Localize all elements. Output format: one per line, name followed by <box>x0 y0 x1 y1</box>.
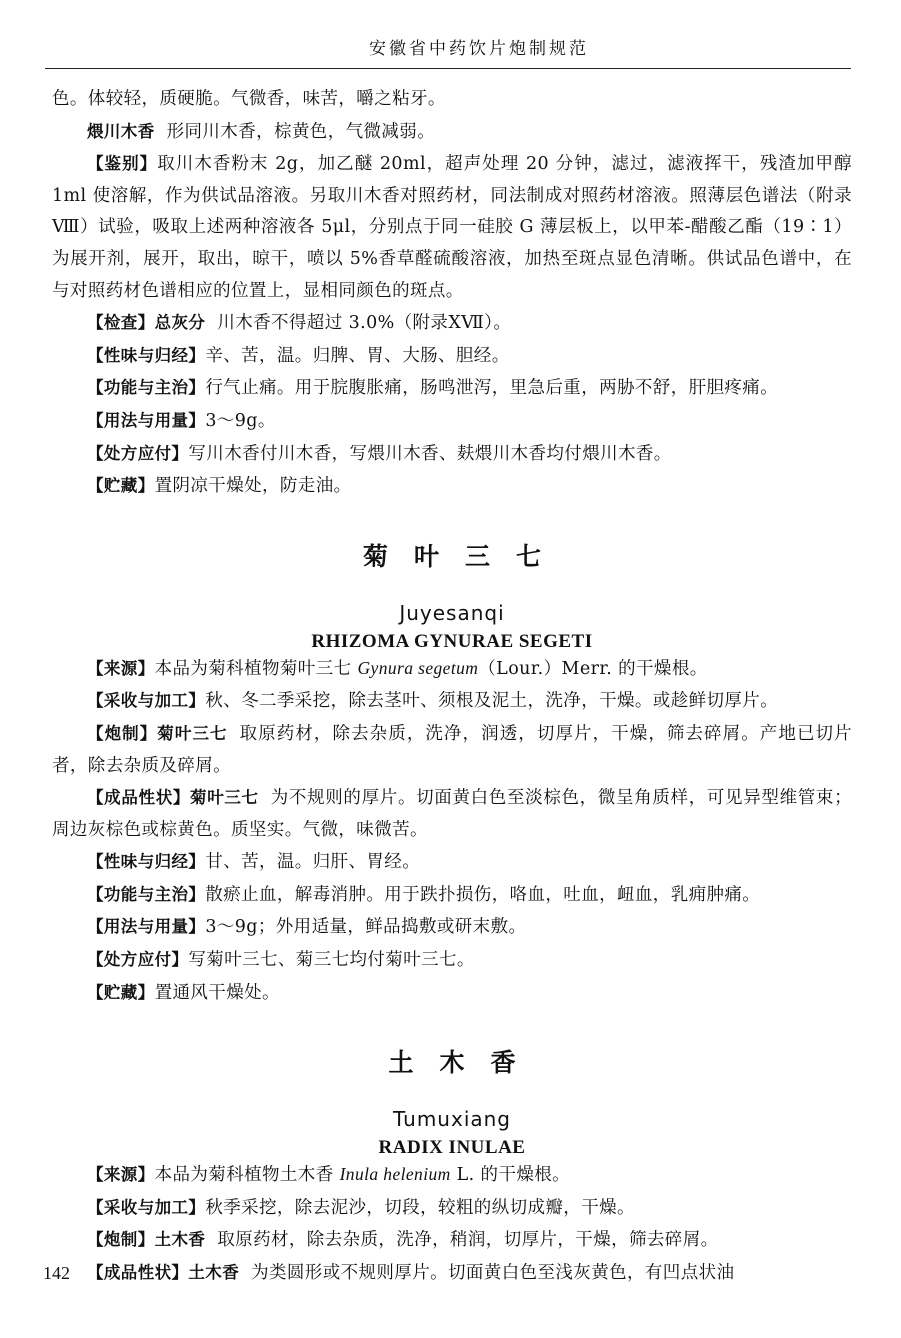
paragraph-nature-meridian <box>52 846 852 879</box>
entry-text: 行气止痛。用于脘腹胀痛，肠鸣泄泻，里急后重，两胁不舒，肝胆疼痛。 <box>205 378 779 399</box>
entry-label: 【炮制】土木香 <box>87 1230 206 1250</box>
monograph-title: 菊叶三七 <box>362 541 567 571</box>
entry-label: 【贮藏】 <box>87 476 155 496</box>
entry-label: 【采收与加工】 <box>87 1197 206 1217</box>
paragraph-processing <box>52 718 852 782</box>
paragraph-dosage <box>52 405 852 438</box>
entry-label: 【成品性状】土木香 <box>87 1263 240 1283</box>
entry-text: 形同川木香，棕黄色，气微减弱。 <box>166 121 436 142</box>
entry-label: 【处方应付】 <box>87 443 189 463</box>
entry-label: 【功能与主治】 <box>87 884 206 904</box>
species-name: Gynura segetum <box>357 657 479 678</box>
entry-text: 写菊叶三七、菊三七均付菊叶三七。 <box>188 950 475 971</box>
paragraph-prescription <box>52 944 852 977</box>
paragraph-harvest <box>52 685 852 718</box>
entry-label: 【成品性状】菊叶三七 <box>87 788 259 808</box>
entry-text: 为类圆形或不规则厚片。切面黄白色至浅灰黄色，有凹点状油 <box>251 1263 735 1284</box>
entry-label: 【性味与归经】 <box>87 852 206 872</box>
entry-text: 秋季采挖，除去泥沙，切段，较粗的纵切成瓣，干燥。 <box>205 1197 635 1218</box>
monograph-latin-name: RADIX INULAE <box>378 1137 526 1159</box>
entry-text: 本品为菊科植物土木香 <box>154 1165 340 1186</box>
entry-label: 【来源】 <box>87 1165 155 1185</box>
entry-label: 【功能与主治】 <box>87 378 206 398</box>
running-header <box>45 30 851 69</box>
entry-text: 3～9g；外用适量，鲜品捣敷或研末敷。 <box>205 917 527 938</box>
page-body <box>52 84 852 1290</box>
paragraph-characters <box>52 1257 852 1290</box>
entry-text: 置阴凉干燥处，防走油。 <box>154 476 352 497</box>
paragraph-function <box>52 372 852 405</box>
entry-text: 秋、冬二季采挖，除去茎叶、须根及泥土，洗净，干燥。或趁鲜切厚片。 <box>205 691 779 712</box>
entry-label: 【来源】 <box>87 658 155 678</box>
entry-label: 【性味与归经】 <box>87 345 206 365</box>
entry-text: L. 的干燥根。 <box>450 1165 571 1186</box>
paragraph-source <box>52 1159 852 1192</box>
paragraph-processing <box>52 1224 852 1257</box>
monograph-latin-name: RHIZOMA GYNURAE SEGETI <box>311 630 593 652</box>
entry-text: 置通风干燥处。 <box>154 982 280 1003</box>
paragraph-nature-meridian <box>52 340 852 373</box>
paragraph-wei-chuanmuxiang <box>52 116 852 149</box>
paragraph-characters <box>52 782 852 846</box>
entry-text: 辛、苦，温。归脾、胃、大肠、胆经。 <box>205 345 510 366</box>
entry-text: 散瘀止血，解毒消肿。用于跌扑损伤，咯血，吐血，衄血，乳痈肿痛。 <box>205 884 761 905</box>
running-title: 安徽省中药饮片炮制规范 <box>369 39 589 59</box>
entry-text: 写川木香付川木香，写煨川木香、麸煨川木香均付煨川木香。 <box>188 443 672 464</box>
paragraph-identification <box>52 148 852 307</box>
entry-label: 【用法与用量】 <box>87 917 206 937</box>
paragraph-source <box>52 653 852 686</box>
monograph-pinyin: Juyesanqi <box>399 600 505 625</box>
page-number: 142 <box>43 1263 70 1283</box>
monograph-title: 土木香 <box>388 1048 542 1078</box>
paragraph-harvest <box>52 1192 852 1225</box>
paragraph-prescription <box>52 438 852 471</box>
entry-text: 本品为菊科植物菊叶三七 <box>154 658 358 679</box>
entry-label: 【检查】总灰分 <box>87 313 206 333</box>
paragraph-function <box>52 879 852 912</box>
monograph-pinyin: Tumuxiang <box>392 1107 512 1132</box>
entry-text: 取原药材，除去杂质，洗净，润透，切厚片，干燥，筛去碎屑。产地已切片者，除去杂质及碎屑。 <box>52 723 852 776</box>
species-name: Inula helenium <box>339 1164 451 1185</box>
paragraph-storage <box>52 470 852 503</box>
entry-label: 【鉴别】 <box>87 154 158 174</box>
entry-label: 【处方应付】 <box>87 950 189 970</box>
paragraph-inspection <box>52 307 852 340</box>
paragraph-storage <box>52 977 852 1010</box>
entry-text: 取原药材，除去杂质，洗净，稍润，切厚片，干燥，筛去碎屑。 <box>217 1230 719 1251</box>
entry-label: 煨川木香 <box>87 121 155 141</box>
entry-text: （Lour.）Merr. 的干燥根。 <box>478 658 708 679</box>
entry-label: 【采收与加工】 <box>87 691 206 711</box>
paragraph-continuation: 色。体较轻，质硬脆。气微香，味苦，嚼之粘牙。 <box>52 89 446 109</box>
entry-text: 3～9g。 <box>205 410 276 431</box>
entry-label: 【炮制】菊叶三七 <box>87 723 228 743</box>
entry-text: 取川木香粉末 2g，加乙醚 20ml，超声处理 20 分钟，滤过，滤液挥干，残渣加甲醇 1ml 使溶解，作为供试品溶液。另取川木香对照药材，同法制成对照药材溶液。照薄层色谱法（附录Ⅷ）试验，吸取上述两种溶液各 5μl，分别点于同一硅胶 G 薄层板上，以甲苯-醋酸乙酯（19∶1）为展开剂，展开，取出，晾干，喷以 5%香草醛硫酸溶液，加热至斑点显色清晰。供试品色谱中，在与对照药材色谱相应的位置上，显相同颜色的斑点。 <box>52 154 852 301</box>
entry-label: 【用法与用量】 <box>87 410 206 430</box>
entry-text: 川木香不得超过 3.0%（附录ⅩⅦ）。 <box>217 313 512 334</box>
entry-text: 甘、苦，温。归肝、胃经。 <box>205 852 421 873</box>
paragraph-dosage <box>52 911 852 944</box>
entry-label: 【贮藏】 <box>87 982 155 1002</box>
entry-text: 为不规则的厚片。切面黄白色至淡棕色，微呈角质样，可见异型维管束；周边灰棕色或棕黄色。质坚实。气微，味微苦。 <box>52 788 852 840</box>
